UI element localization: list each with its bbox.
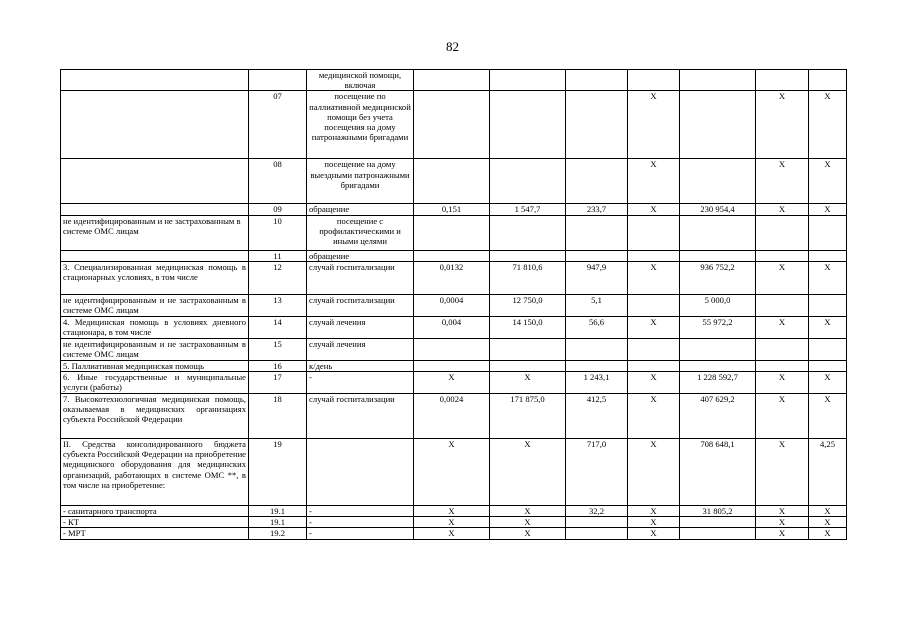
data-table — [60, 69, 847, 540]
row-value-cell: X — [490, 439, 566, 506]
row-value-cell — [680, 338, 756, 360]
row-value-cell — [414, 91, 490, 159]
row-name-cell — [61, 204, 249, 215]
row-name-cell: 3. Специализированная медицинская помощь в стационарных условиях, в том числе — [61, 261, 249, 294]
row-value-cell — [566, 250, 628, 261]
table-row — [61, 394, 847, 439]
row-value-cell — [809, 70, 847, 91]
row-value-cell: X — [628, 316, 680, 338]
row-unit-cell: посещение на дому выездными патронажными бригадами — [307, 159, 414, 204]
row-value-cell: 1 243,1 — [566, 372, 628, 394]
row-code-cell: 08 — [249, 159, 307, 204]
row-value-cell — [809, 250, 847, 261]
table-row — [61, 215, 847, 250]
row-code-cell: 15 — [249, 338, 307, 360]
row-value-cell: X — [628, 528, 680, 539]
table-row — [61, 204, 847, 215]
row-value-cell: X — [809, 394, 847, 439]
row-value-cell: X — [809, 261, 847, 294]
row-value-cell — [680, 250, 756, 261]
row-value-cell: 936 752,2 — [680, 261, 756, 294]
row-value-cell: X — [809, 372, 847, 394]
row-code-cell: 10 — [249, 215, 307, 250]
row-value-cell: X — [756, 204, 809, 215]
row-value-cell: X — [414, 517, 490, 528]
row-value-cell: X — [628, 159, 680, 204]
row-name-cell: 5. Паллиативная медицинская помощь — [61, 360, 249, 371]
row-value-cell — [566, 360, 628, 371]
row-code-cell: 19.1 — [249, 517, 307, 528]
row-value-cell — [566, 70, 628, 91]
row-value-cell — [628, 215, 680, 250]
table-row — [61, 372, 847, 394]
row-value-cell — [414, 250, 490, 261]
row-value-cell — [680, 70, 756, 91]
row-name-cell: - МРТ — [61, 528, 249, 539]
row-value-cell: X — [756, 394, 809, 439]
row-value-cell: 407 629,2 — [680, 394, 756, 439]
row-code-cell: 13 — [249, 294, 307, 316]
row-value-cell: 708 648,1 — [680, 439, 756, 506]
row-unit-cell: случай госпитализации — [307, 294, 414, 316]
row-unit-cell: - — [307, 506, 414, 517]
row-value-cell — [628, 338, 680, 360]
table-row — [61, 261, 847, 294]
row-value-cell: X — [628, 261, 680, 294]
row-value-cell — [414, 70, 490, 91]
table-row — [61, 316, 847, 338]
row-value-cell: X — [809, 517, 847, 528]
row-code-cell: 07 — [249, 91, 307, 159]
row-value-cell — [490, 159, 566, 204]
row-value-cell: 1 547,7 — [490, 204, 566, 215]
row-name-cell: 7. Высокотехнологичная медицинская помощь, оказываемая в медицинских организациях субъекта Российской Федерации — [61, 394, 249, 439]
row-unit-cell — [307, 439, 414, 506]
row-value-cell: 0,0024 — [414, 394, 490, 439]
row-value-cell: 5,1 — [566, 294, 628, 316]
row-value-cell: X — [756, 439, 809, 506]
row-value-cell — [566, 215, 628, 250]
row-value-cell — [566, 159, 628, 204]
table-row — [61, 439, 847, 506]
row-value-cell: X — [628, 91, 680, 159]
row-code-cell: 18 — [249, 394, 307, 439]
row-unit-cell: - — [307, 372, 414, 394]
row-value-cell: X — [414, 506, 490, 517]
row-value-cell — [680, 159, 756, 204]
row-value-cell: 4,25 — [809, 439, 847, 506]
row-unit-cell: случай лечения — [307, 338, 414, 360]
row-unit-cell: обращение — [307, 250, 414, 261]
row-value-cell: 5 000,0 — [680, 294, 756, 316]
row-value-cell — [628, 70, 680, 91]
row-value-cell — [680, 91, 756, 159]
row-code-cell: 09 — [249, 204, 307, 215]
row-name-cell: - санитарного транспорта — [61, 506, 249, 517]
row-unit-cell: посещение по паллиативной медицинской помощи без учета посещения на дому патронажными бригадами — [307, 91, 414, 159]
row-value-cell: 1 228 592,7 — [680, 372, 756, 394]
row-value-cell — [756, 215, 809, 250]
row-code-cell: 16 — [249, 360, 307, 371]
row-value-cell — [414, 360, 490, 371]
row-value-cell: X — [490, 372, 566, 394]
row-value-cell: 0,0132 — [414, 261, 490, 294]
row-value-cell: X — [809, 91, 847, 159]
row-value-cell: 171 875,0 — [490, 394, 566, 439]
row-unit-cell: - — [307, 528, 414, 539]
row-value-cell — [628, 360, 680, 371]
row-unit-cell: случай госпитализации — [307, 394, 414, 439]
row-value-cell — [414, 215, 490, 250]
row-value-cell — [756, 360, 809, 371]
row-unit-cell: к/день — [307, 360, 414, 371]
row-value-cell: X — [756, 372, 809, 394]
row-value-cell: X — [490, 528, 566, 539]
row-value-cell — [756, 338, 809, 360]
row-name-cell — [61, 250, 249, 261]
row-name-cell: - КТ — [61, 517, 249, 528]
row-value-cell — [680, 528, 756, 539]
row-value-cell — [756, 70, 809, 91]
row-value-cell: 233,7 — [566, 204, 628, 215]
row-unit-cell: случай госпитализации — [307, 261, 414, 294]
row-value-cell: X — [628, 517, 680, 528]
row-value-cell: 14 150,0 — [490, 316, 566, 338]
row-name-cell: не идентифицированным и не застрахованным в системе ОМС лицам — [61, 294, 249, 316]
table-body — [61, 70, 847, 540]
table-row — [61, 70, 847, 91]
row-value-cell: X — [628, 439, 680, 506]
row-value-cell — [490, 360, 566, 371]
row-value-cell: X — [628, 372, 680, 394]
row-value-cell: X — [628, 394, 680, 439]
row-code-cell — [249, 70, 307, 91]
row-value-cell: 31 805,2 — [680, 506, 756, 517]
row-unit-cell: посещение с профилактическими и иными целями — [307, 215, 414, 250]
row-value-cell: 0,0004 — [414, 294, 490, 316]
table-row — [61, 338, 847, 360]
row-value-cell: X — [809, 204, 847, 215]
row-value-cell — [566, 338, 628, 360]
table-row — [61, 250, 847, 261]
row-value-cell: X — [628, 204, 680, 215]
row-value-cell: 412,5 — [566, 394, 628, 439]
row-value-cell — [628, 250, 680, 261]
row-value-cell: X — [809, 316, 847, 338]
row-value-cell: X — [414, 372, 490, 394]
row-value-cell: 230 954,4 — [680, 204, 756, 215]
row-value-cell: X — [414, 528, 490, 539]
row-value-cell: X — [628, 506, 680, 517]
row-value-cell — [490, 70, 566, 91]
row-code-cell: 19 — [249, 439, 307, 506]
row-value-cell — [809, 360, 847, 371]
row-value-cell: X — [490, 506, 566, 517]
row-value-cell: 56,6 — [566, 316, 628, 338]
row-value-cell — [756, 250, 809, 261]
page-number: 82 — [446, 39, 459, 54]
table-row — [61, 506, 847, 517]
row-name-cell: 6. Иные государственные и муниципальные услуги (работы) — [61, 372, 249, 394]
row-value-cell: X — [756, 316, 809, 338]
row-value-cell: 32,2 — [566, 506, 628, 517]
row-value-cell: X — [756, 506, 809, 517]
table-row — [61, 528, 847, 539]
row-value-cell — [566, 528, 628, 539]
row-name-cell — [61, 159, 249, 204]
row-value-cell — [809, 215, 847, 250]
row-value-cell: X — [414, 439, 490, 506]
row-value-cell: X — [756, 159, 809, 204]
row-value-cell: X — [756, 517, 809, 528]
row-value-cell: 12 750,0 — [490, 294, 566, 316]
table-row — [61, 91, 847, 159]
row-value-cell — [566, 91, 628, 159]
row-code-cell: 14 — [249, 316, 307, 338]
row-value-cell — [414, 159, 490, 204]
table-row — [61, 360, 847, 371]
table-row — [61, 517, 847, 528]
row-value-cell — [490, 215, 566, 250]
row-value-cell — [490, 250, 566, 261]
row-value-cell: X — [809, 528, 847, 539]
table-row — [61, 294, 847, 316]
row-unit-cell: обращение — [307, 204, 414, 215]
row-value-cell — [414, 338, 490, 360]
row-value-cell: 0,151 — [414, 204, 490, 215]
row-code-cell: 11 — [249, 250, 307, 261]
row-value-cell: 0,004 — [414, 316, 490, 338]
row-value-cell — [756, 294, 809, 316]
row-unit-cell: случай лечения — [307, 316, 414, 338]
row-value-cell — [809, 294, 847, 316]
row-value-cell — [490, 338, 566, 360]
row-value-cell: X — [756, 528, 809, 539]
row-value-cell: X — [490, 517, 566, 528]
row-code-cell: 17 — [249, 372, 307, 394]
row-value-cell — [809, 338, 847, 360]
row-name-cell: не идентифицированным и не застрахованным в системе ОМС лицам — [61, 338, 249, 360]
row-value-cell: 717,0 — [566, 439, 628, 506]
row-name-cell: 4. Медицинская помощь в условиях дневного стационара, в том числе — [61, 316, 249, 338]
row-value-cell — [680, 215, 756, 250]
row-name-cell — [61, 70, 249, 91]
row-value-cell: X — [809, 159, 847, 204]
row-value-cell: X — [756, 261, 809, 294]
row-value-cell: X — [809, 506, 847, 517]
row-value-cell: 71 810,6 — [490, 261, 566, 294]
row-value-cell — [566, 517, 628, 528]
row-value-cell: 55 972,2 — [680, 316, 756, 338]
row-unit-cell: медицинской помощи, включая — [307, 70, 414, 91]
row-value-cell: 947,9 — [566, 261, 628, 294]
row-unit-cell: - — [307, 517, 414, 528]
row-value-cell — [680, 360, 756, 371]
row-name-cell: не идентифицированным и не застрахованным в системе ОМС лицам — [61, 215, 249, 250]
row-code-cell: 12 — [249, 261, 307, 294]
row-code-cell: 19.1 — [249, 506, 307, 517]
row-name-cell — [61, 91, 249, 159]
row-value-cell — [490, 91, 566, 159]
row-value-cell — [628, 294, 680, 316]
row-code-cell: 19.2 — [249, 528, 307, 539]
row-name-cell: II. Средства консолидированного бюджета субъекта Российской Федерации на приобретение медицинского оборудования для медицинских организаций, работающих в системе ОМС **, в том числе на приобретение: — [61, 439, 249, 506]
row-value-cell — [680, 517, 756, 528]
row-value-cell: X — [756, 91, 809, 159]
table-row — [61, 159, 847, 204]
